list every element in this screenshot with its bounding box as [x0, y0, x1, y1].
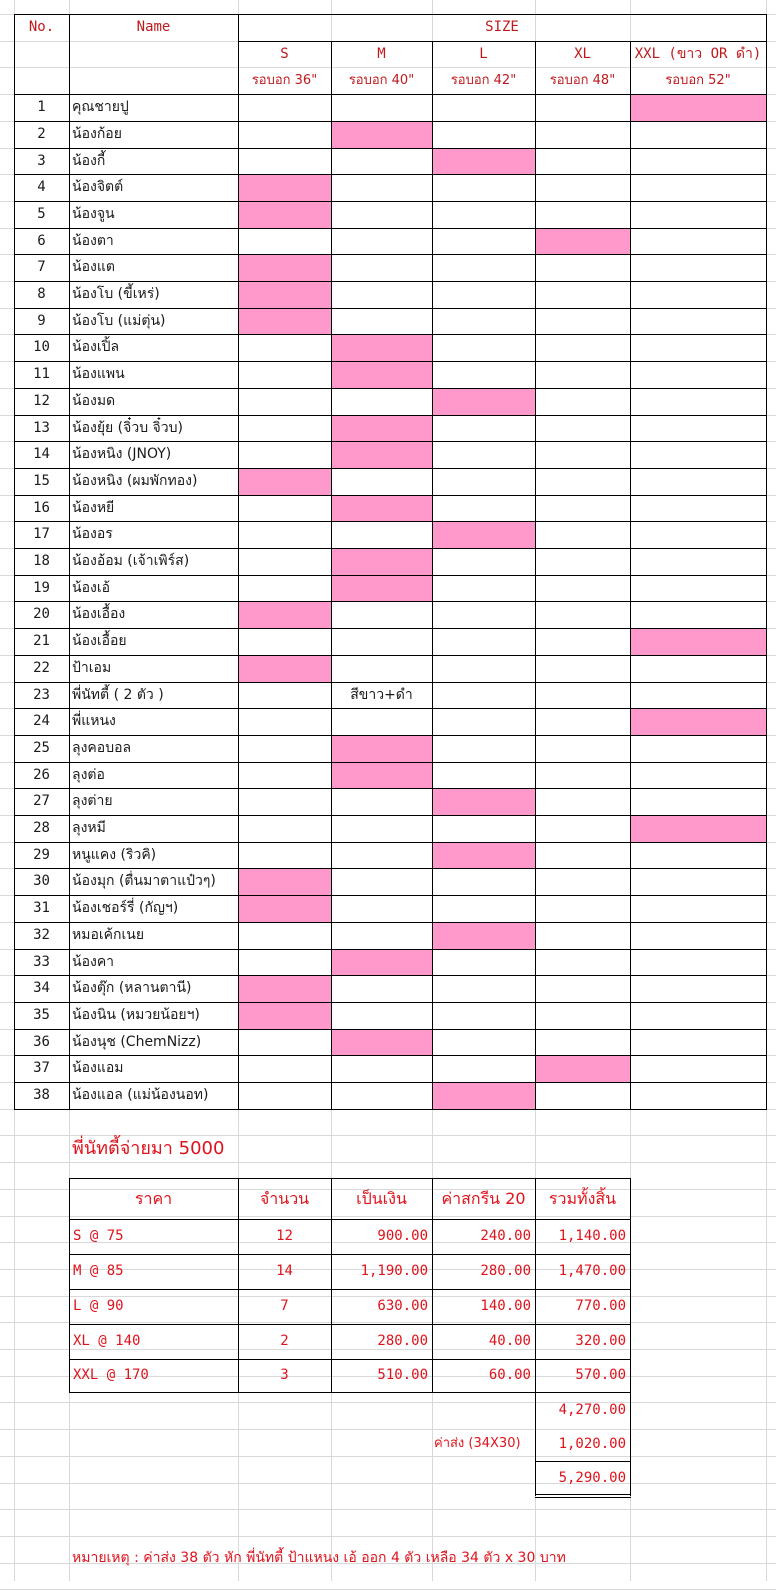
member-name: น้องนิน (หมวยน้อยฯ) — [72, 1007, 200, 1023]
row-number: 13 — [33, 420, 50, 436]
grand-total: 5,290.00 — [558, 1470, 626, 1486]
table-border — [331, 41, 332, 1109]
size-note: สีขาว+ดำ — [350, 687, 413, 703]
size-mark[interactable] — [332, 335, 432, 361]
row-number: 24 — [33, 713, 50, 729]
member-name: น้องยุ้ย (จิ๋วบ จิ๋วบ) — [72, 420, 183, 436]
column-header-name: Name — [136, 19, 171, 35]
row-number: 4 — [37, 179, 46, 195]
row-number: 28 — [33, 820, 50, 836]
size-mark[interactable] — [433, 789, 535, 815]
chest-size: รอบอก 48" — [549, 73, 616, 88]
grid-line — [0, 1429, 776, 1430]
size-mark[interactable] — [332, 950, 432, 975]
row-number: 23 — [33, 687, 50, 703]
member-name: ป้าเอม — [72, 660, 112, 676]
summary-cell: 900.00 — [377, 1228, 428, 1244]
summary-border — [69, 1392, 631, 1393]
member-name: น้องกี้ — [72, 153, 106, 169]
member-name: น้องเอื้อย — [72, 633, 127, 649]
grid-line — [0, 1509, 776, 1510]
chest-size: รอบอก 36" — [251, 73, 318, 88]
summary-cell: M @ 85 — [73, 1263, 124, 1279]
row-number: 20 — [33, 606, 50, 622]
size-mark[interactable] — [433, 1083, 535, 1109]
member-name: ลุงหมี — [72, 820, 106, 836]
table-border — [432, 41, 433, 1109]
row-number: 14 — [33, 446, 50, 462]
member-name: ลุงคอบอล — [72, 740, 132, 756]
row-number: 19 — [33, 580, 50, 596]
size-mark[interactable] — [239, 469, 331, 495]
size-mark[interactable] — [239, 255, 331, 281]
member-name: น้องหนิง (JNOY) — [72, 446, 172, 462]
member-name: น้องเอื้อง — [72, 606, 126, 622]
size-mark[interactable] — [631, 629, 766, 655]
size-header: L — [479, 46, 488, 62]
size-mark[interactable] — [631, 816, 766, 842]
row-number: 6 — [37, 233, 46, 249]
member-name: น้องมุก (ตื่นมาตาแป๋วๆ) — [72, 873, 216, 889]
row-number: 15 — [33, 473, 50, 489]
member-name: น้องอ้อม (เจ้าเพิร์ส) — [72, 553, 190, 569]
row-number: 16 — [33, 500, 50, 516]
row-number: 25 — [33, 740, 50, 756]
row-number: 11 — [33, 366, 50, 382]
size-mark[interactable] — [239, 202, 331, 228]
table-border — [766, 14, 767, 1109]
row-number: 26 — [33, 767, 50, 783]
row-number: 5 — [37, 206, 46, 222]
size-mark[interactable] — [239, 1003, 331, 1029]
member-name: น้องเชอร์รี่ (กัญฯ) — [72, 900, 179, 916]
row-number: 10 — [33, 339, 50, 355]
summary-header: เป็นเงิน — [356, 1189, 407, 1208]
member-name: น้องโบ (ขี้เหร่) — [72, 286, 160, 302]
row-number: 37 — [33, 1060, 50, 1076]
size-mark[interactable] — [332, 362, 432, 388]
shipping-amount: 1,020.00 — [558, 1436, 626, 1452]
summary-cell: 570.00 — [575, 1367, 626, 1383]
summary-cell: L @ 90 — [73, 1298, 124, 1314]
member-name: น้องแอล (แม่น้องนอท) — [72, 1087, 209, 1103]
member-name: น้องตา — [72, 233, 114, 249]
table-border — [630, 41, 631, 1109]
size-mark[interactable] — [332, 576, 432, 601]
member-name: หนูแคง (ริวคิ) — [72, 847, 157, 863]
summary-cell: 1,140.00 — [558, 1228, 626, 1244]
summary-cell: XL @ 140 — [73, 1333, 141, 1349]
summary-cell: XXL @ 170 — [73, 1367, 149, 1383]
size-mark[interactable] — [536, 1056, 630, 1082]
subtotal: 4,270.00 — [558, 1402, 626, 1418]
summary-cell: S @ 75 — [73, 1228, 124, 1244]
member-name: น้องเปิ้ล — [72, 339, 120, 355]
member-name: น้องแพน — [72, 366, 125, 382]
summary-cell: 510.00 — [377, 1367, 428, 1383]
chest-size: รอบอก 42" — [450, 73, 517, 88]
size-mark[interactable] — [239, 282, 331, 308]
summary-cell: 240.00 — [480, 1228, 531, 1244]
summary-header: ค่าสกรีน 20 — [441, 1189, 526, 1208]
member-name: พี่นัทตี้ ( 2 ตัว ) — [72, 687, 164, 703]
column-header-size: SIZE — [485, 19, 519, 35]
row-number: 17 — [33, 526, 50, 542]
member-name: น้องตุ๊ก (หลานตานี) — [72, 980, 192, 996]
summary-cell: 630.00 — [377, 1298, 428, 1314]
member-name: น้องมด — [72, 393, 116, 409]
remark-note: หมายเหตุ : ค่าส่ง 38 ตัว หัก พี่นัทตี้ ป้าแหนง เอ้ ออก 4 ตัว เหลือ 34 ตัว x 30 บาท — [72, 1550, 566, 1566]
summary-cell: 320.00 — [575, 1333, 626, 1349]
member-name: น้องแต — [72, 259, 115, 275]
row-number: 18 — [33, 553, 50, 569]
shipping-label: ค่าส่ง (34X30) — [434, 1436, 521, 1451]
summary-cell: 1,470.00 — [558, 1263, 626, 1279]
summary-cell: 60.00 — [488, 1367, 531, 1383]
grid-line — [0, 1536, 776, 1537]
row-number: 1 — [37, 99, 46, 115]
grid-line — [0, 1402, 776, 1403]
size-mark[interactable] — [332, 736, 432, 762]
size-mark[interactable] — [239, 869, 331, 895]
size-mark[interactable] — [433, 843, 535, 868]
size-mark[interactable] — [332, 442, 432, 468]
summary-cell: 7 — [280, 1298, 289, 1314]
size-mark[interactable] — [631, 709, 766, 735]
member-name: น้องหยี — [72, 500, 115, 516]
size-mark[interactable] — [332, 122, 432, 148]
size-header: M — [377, 46, 386, 62]
member-name: พี่แหนง — [72, 713, 116, 729]
row-number: 3 — [37, 153, 46, 169]
summary-cell: 12 — [276, 1228, 293, 1244]
row-number: 35 — [33, 1007, 50, 1023]
summary-cell: 14 — [276, 1263, 293, 1279]
size-mark[interactable] — [433, 923, 535, 949]
row-number: 7 — [37, 259, 46, 275]
size-mark[interactable] — [631, 95, 766, 121]
summary-cell: 280.00 — [480, 1263, 531, 1279]
row-number: 22 — [33, 660, 50, 676]
member-name: น้องโบ (แม่ตุ่น) — [72, 313, 166, 329]
size-mark[interactable] — [239, 976, 331, 1002]
row-number: 21 — [33, 633, 50, 649]
size-header: XL — [574, 46, 591, 62]
row-number: 2 — [37, 126, 46, 142]
column-header-no: No. — [28, 19, 55, 35]
member-name: น้องจูน — [72, 206, 115, 222]
row-number: 34 — [33, 980, 50, 996]
summary-cell: 280.00 — [377, 1333, 428, 1349]
size-mark[interactable] — [239, 175, 331, 201]
summary-border — [630, 1178, 631, 1392]
summary-cell: 140.00 — [480, 1298, 531, 1314]
size-mark[interactable] — [332, 416, 432, 441]
row-number: 38 — [33, 1087, 50, 1103]
member-name: คุณชายปู — [72, 99, 129, 115]
row-number: 31 — [33, 900, 50, 916]
size-mark[interactable] — [239, 602, 331, 628]
summary-cell: 3 — [280, 1367, 289, 1383]
size-header: XXL (ขาว OR ดำ) — [634, 46, 762, 62]
summary-cell: 2 — [280, 1333, 289, 1349]
row-number: 36 — [33, 1034, 50, 1050]
member-name: ลุงต่อ — [72, 767, 105, 783]
member-name: น้องจิตต์ — [72, 179, 124, 195]
member-name: น้องหนิง (ผมพักทอง) — [72, 473, 198, 489]
size-mark[interactable] — [332, 549, 432, 575]
member-name: น้องนุช (ChemNizz) — [72, 1034, 202, 1050]
size-mark[interactable] — [332, 496, 432, 521]
size-mark[interactable] — [536, 229, 630, 254]
member-name: น้องคา — [72, 954, 115, 970]
summary-header: ราคา — [134, 1189, 173, 1208]
row-number: 30 — [33, 873, 50, 889]
member-name: น้องอร — [72, 526, 113, 542]
table-border — [535, 41, 536, 1109]
row-number: 12 — [33, 393, 50, 409]
grid-line — [0, 1483, 776, 1484]
member-name: ลุงต่าย — [72, 793, 113, 809]
size-mark[interactable] — [433, 389, 535, 415]
chest-size: รอบอก 52" — [665, 73, 731, 88]
chest-size: รอบอก 40" — [348, 73, 415, 88]
size-header: S — [280, 46, 289, 62]
row-number: 32 — [33, 927, 50, 943]
row-number: 27 — [33, 793, 50, 809]
size-mark[interactable] — [332, 763, 432, 788]
table-border — [14, 1109, 767, 1110]
table-border — [238, 14, 239, 1109]
size-mark[interactable] — [433, 149, 535, 174]
summary-border — [535, 1497, 631, 1498]
member-name: หมอเค้กเนย — [72, 927, 145, 943]
grid-line — [0, 1456, 776, 1457]
summary-cell: 770.00 — [575, 1298, 626, 1314]
summary-cell: 40.00 — [488, 1333, 531, 1349]
summary-border — [630, 1392, 631, 1496]
row-number: 8 — [37, 286, 46, 302]
summary-border — [535, 1494, 631, 1495]
size-mark[interactable] — [332, 1030, 432, 1055]
summary-cell: 1,190.00 — [360, 1263, 428, 1279]
row-number: 33 — [33, 954, 50, 970]
size-mark[interactable] — [239, 896, 331, 922]
summary-header: จำนวน — [259, 1189, 310, 1208]
paid-note: พี่นัทตี้จ่ายมา 5000 — [72, 1138, 225, 1159]
member-name: น้องก้อย — [72, 126, 122, 142]
size-mark[interactable] — [239, 656, 331, 682]
summary-header: รวมทั้งสิ้น — [548, 1189, 617, 1208]
member-name: น้องเอ้ — [72, 580, 111, 596]
row-number: 9 — [37, 313, 46, 329]
size-mark[interactable] — [239, 309, 331, 334]
size-mark[interactable] — [433, 522, 535, 548]
row-number: 29 — [33, 847, 50, 863]
member-name: น้องแอม — [72, 1060, 124, 1076]
